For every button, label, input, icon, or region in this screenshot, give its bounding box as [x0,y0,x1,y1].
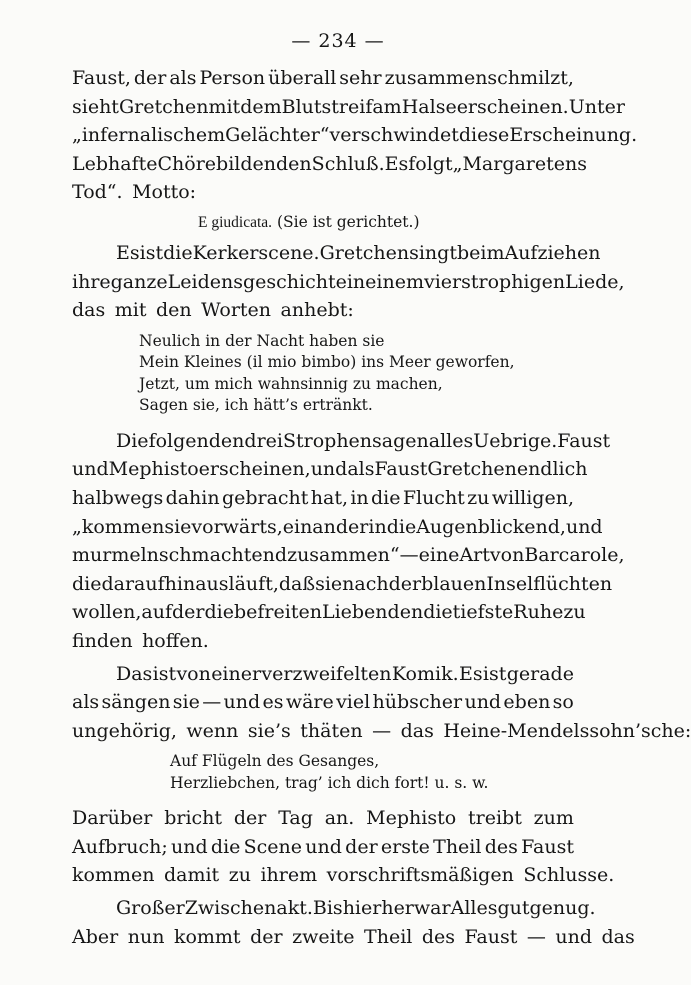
word: Blutstreif [281,95,373,118]
word: hierher [342,897,414,920]
word: war [413,897,451,920]
word: und [565,515,603,538]
word: auf [141,601,172,624]
word: „kommen [72,515,165,538]
word: Faust [557,429,611,452]
word: das [72,299,106,322]
word: zu [563,601,586,624]
word: blickend, [477,515,566,538]
word: als [347,458,375,481]
word: hoffen. [142,629,209,652]
word: Theil [364,925,413,948]
paragraph-4 [72,660,691,746]
word: es [262,691,284,714]
word: vorwärts, [191,515,283,538]
word: zusammenschmilzt, [384,67,574,89]
word: Insel [486,572,534,595]
word: sie [164,515,192,538]
verse-line: Sagen sie, ich hätt’s ertränkt. [139,396,373,415]
word: thäten [300,719,363,742]
word: der [388,572,422,595]
word: sehr [339,67,382,89]
word: — [526,925,546,948]
word: kommt [173,925,241,948]
word: vorschriftsmäßigen [326,864,514,887]
word: Das [116,662,153,685]
word: hinausläuft, [164,572,279,595]
word: Barcarole, [524,544,625,567]
word: drei [244,429,283,452]
text-line [72,894,596,923]
word: erscheinen, [198,458,311,481]
text-line [72,427,611,456]
word: endlich [516,458,588,481]
word: und [464,691,502,714]
word: flüchten [533,572,613,595]
word: des [484,835,518,858]
text-line [72,688,574,717]
word: der [172,601,205,624]
word: sagen [372,429,429,452]
paragraph-3 [72,427,625,656]
word: folgt [408,152,453,175]
word: sie’s [247,719,291,742]
word: singt [409,241,457,264]
word: Bis [312,897,343,920]
text-line [72,627,574,656]
word: mit [114,299,147,322]
word: das [601,925,635,948]
word: die [386,515,417,538]
word: treibt [468,807,522,830]
word: den [155,299,192,322]
word: der [133,67,167,89]
word: ist [139,241,164,264]
word: sie [315,572,343,595]
word: — [202,691,222,714]
word: in [350,486,369,509]
word: verschwindet [329,124,459,147]
word: Heine-Mendelssohn’sche: [443,719,691,742]
word: nach [342,572,389,595]
verse-block-1 [72,331,574,417]
word: Zwischenakt. [184,897,313,920]
paragraph-5 [72,804,615,890]
text-line [72,804,574,833]
word: sieht [72,95,119,118]
text-line [72,660,574,689]
word: als [169,67,197,89]
text-line [72,239,601,268]
verse-block-2 [72,751,574,794]
word: an. [324,807,355,830]
word: Faust [374,458,428,481]
text-line [72,178,574,207]
word: tiefste [452,601,514,624]
word: verzweifelten [261,662,392,685]
word: hat, [310,486,349,509]
motto-latin: E giudicata. [198,213,273,231]
word: des [421,925,456,948]
word: kommen [72,864,155,887]
word: Augen [416,515,478,538]
word: darauf [101,572,165,595]
paragraph-1 [72,64,638,207]
word: von [489,544,525,567]
word: ist [152,662,177,685]
word: die [163,241,193,264]
motto [72,210,574,234]
word: und [555,925,593,948]
word: Die [116,429,149,452]
word: einer [211,662,262,685]
word: und [223,691,261,714]
word: die [423,601,453,624]
word: Faust [521,835,574,858]
word: zu [228,864,251,887]
word: viel [336,691,371,714]
word: Aufbruch; [72,835,168,858]
text-line [72,121,638,150]
word: Strophen [282,429,373,452]
motto-german: (Sie ist gerichtet.) [276,212,420,231]
word: bilden [216,152,277,175]
word: die [204,601,234,624]
word: Ruhe [513,601,564,624]
word: gebracht [221,486,309,509]
word: in [368,515,387,538]
word: eine [418,544,460,567]
word: Tag [278,807,313,830]
word: zweite [292,925,355,948]
word: Halse [401,95,457,118]
word: Unter [568,95,625,118]
word: die [371,486,401,509]
word: Flucht [402,486,465,509]
word: die [72,572,102,595]
word: Art [459,544,490,567]
verse-line: Jetzt, um mich wahnsinnig zu machen, [139,374,443,393]
word: alles [428,429,474,452]
word: Aufziehen [504,241,601,264]
word: überall [268,67,337,89]
verse-line: Mein Kleines (il mio bimbo) ins Meer geworfen, [139,353,515,372]
word: murmeln [72,544,159,567]
word: anhebt: [280,299,354,322]
word: wollen, [72,601,142,624]
word: — [399,544,419,567]
text-line [72,570,613,599]
word: in [346,270,366,293]
word: Worten [201,299,272,322]
word: „infernalischem [72,124,226,147]
text-line [72,484,574,513]
word: damit [163,864,220,887]
word: beim [456,241,505,264]
word: Theil [433,835,482,858]
word: Es [116,241,140,264]
word: und [310,458,348,481]
verse-line: Auf Flügeln des Gesanges, [170,752,380,771]
word: dem [240,95,282,118]
word: diese [458,124,510,147]
word: Tod“. [72,181,123,204]
word: Scene [243,835,303,858]
word: so [552,691,574,714]
text-line [72,296,574,325]
word: zu [467,486,490,509]
word: Mephisto [366,807,457,830]
word: daß [278,572,316,595]
word: erste [380,835,430,858]
word: den [276,152,312,175]
word: erscheinen. [456,95,569,118]
word: genug. [529,897,596,920]
word: vierstrophigen [423,270,566,293]
word: gut [497,897,530,920]
word: ihrem [260,864,318,887]
text-line [72,598,586,627]
word: der [233,807,267,830]
word: zusammen“ [287,544,400,567]
word: einander [282,515,369,538]
word: Leidensgeschichte [167,270,347,293]
word: als [72,691,100,714]
word: die [210,835,241,858]
word: Motto: [132,181,197,204]
word: hübscher [372,691,463,714]
word: Liede, [565,270,625,293]
word: dahin [165,486,220,509]
page-number: — 234 — [291,30,385,52]
word: Gretchen [427,458,517,481]
word: Aber [72,925,119,948]
text-line [72,64,574,93]
word: ungehörig, [72,719,177,742]
word: Person [199,67,266,89]
word: Gretchen [319,241,410,264]
word: gerade [506,662,574,685]
text-line [72,833,574,862]
word: Es [458,662,483,685]
verse-line: Herzliebchen, trag’ ich dich fort! u. s. w. [170,773,489,792]
word: Komik. [391,662,459,685]
word: blauen [421,572,487,595]
text-line [72,150,588,179]
word: ihre [72,270,111,293]
word: sie [172,691,200,714]
text-line [72,861,615,890]
word: das [400,719,434,742]
word: Uebrige. [473,429,558,452]
word: zum [533,807,574,830]
word: Chöre [157,152,217,175]
word: und [305,835,342,858]
word: ganze [110,270,168,293]
text-line [72,268,625,297]
word: Großer [116,897,185,920]
word: Es [384,152,409,175]
word: und [72,458,109,481]
text-line [72,513,603,542]
word: bricht [164,807,223,830]
word: willigen, [491,486,574,509]
word: nun [127,925,165,948]
word: einem [365,270,424,293]
word: finden [72,629,133,652]
verse-line: Neulich in der Nacht haben sie [139,331,385,350]
word: Alles [450,897,498,920]
word: befreiten [233,601,322,624]
word: Faust, [72,67,131,89]
word: der [345,835,378,858]
word: wenn [186,719,239,742]
word: sängen [101,691,171,714]
text-line [72,923,635,952]
word: Schluß. [311,152,385,175]
word: Lebhafte [72,152,158,175]
text-line [72,93,625,122]
word: Kerkerscene. [192,241,320,264]
word: Schlusse. [523,864,615,887]
paragraph-6 [72,894,635,951]
word: halbwegs [72,486,164,509]
text-line [72,541,625,570]
word: — [372,719,392,742]
word: am [372,95,402,118]
word: mit [208,95,241,118]
paragraph-2 [72,239,625,325]
word: Faust [464,925,518,948]
word: eben [503,691,551,714]
word: Erscheinung. [509,124,638,147]
word: der [250,925,283,948]
word: folgenden [148,429,245,452]
word: von [176,662,211,685]
word: Gelächter“ [225,124,330,147]
word: Mephisto [108,458,199,481]
word: schmachtend [158,544,288,567]
word: und [171,835,208,858]
word: ist [482,662,507,685]
word: Darüber [72,807,153,830]
word: Liebenden [321,601,424,624]
word: „Margaretens [452,152,588,175]
word: wäre [285,691,334,714]
word: Gretchen [118,95,209,118]
text-line [72,717,691,746]
text-line [72,455,588,484]
